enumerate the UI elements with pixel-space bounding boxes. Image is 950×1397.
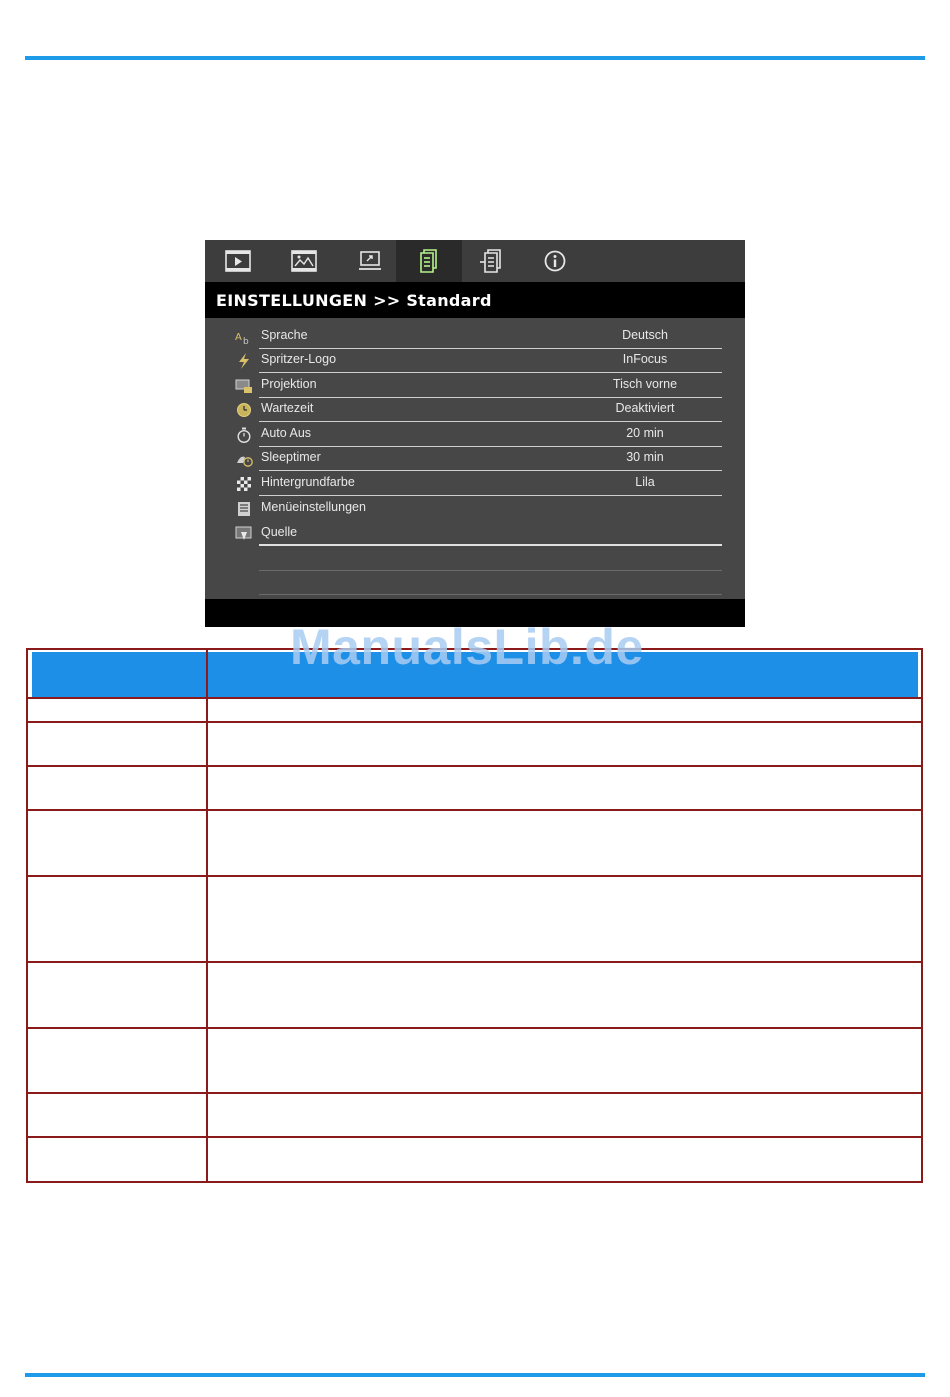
- osd-tab-bar: [205, 240, 745, 282]
- tab-info[interactable]: [522, 240, 588, 282]
- menu-item-label: Hintergrundfarbe: [261, 475, 355, 489]
- row-divider: [259, 421, 722, 422]
- top-rule: [25, 56, 925, 60]
- tab-settings[interactable]: [396, 240, 462, 282]
- menu-item-sleeptimer[interactable]: [235, 447, 722, 471]
- row-divider: [259, 470, 722, 471]
- menu-settings-icon: [235, 501, 253, 517]
- menu-item-label: Spritzer-Logo: [261, 352, 337, 366]
- checkerboard-icon: [235, 476, 253, 492]
- tab-display[interactable]: [337, 240, 403, 282]
- menu-item-quelle[interactable]: [235, 522, 722, 546]
- bottom-rule: [25, 1373, 925, 1377]
- menu-item-menueinstellungen[interactable]: [235, 497, 722, 521]
- sleep-timer-icon: [235, 451, 253, 467]
- menu-item-spritzer-logo[interactable]: [235, 349, 722, 373]
- menu-item-label: Auto Aus: [261, 426, 312, 440]
- table-border: [28, 875, 921, 877]
- settings-document-icon: [417, 248, 441, 274]
- language-icon: [235, 329, 253, 345]
- menu-item-label: Sleeptimer: [261, 450, 321, 464]
- menu-item-label: Quelle: [261, 525, 298, 539]
- table-border: [28, 1181, 921, 1183]
- table-border: [28, 765, 921, 767]
- projection-icon: [235, 378, 253, 394]
- svg-text:b: b: [243, 337, 249, 345]
- menu-item-value: Deutsch: [622, 328, 668, 342]
- table-border: [28, 809, 921, 811]
- row-divider: [259, 372, 722, 373]
- menu-item-auto-aus[interactable]: [235, 423, 722, 447]
- source-icon: [235, 526, 253, 542]
- menu-item-value: 30 min: [626, 450, 664, 464]
- tab-play[interactable]: [205, 240, 271, 282]
- menu-item-projektion[interactable]: [235, 374, 722, 398]
- menu-item-label: Wartezeit: [261, 401, 314, 415]
- menu-item-value: Tisch vorne: [612, 377, 678, 391]
- osd-menu: [205, 240, 745, 627]
- table-border: [28, 721, 921, 723]
- row-divider: [259, 495, 722, 496]
- menu-item-value: Deaktiviert: [615, 401, 675, 415]
- tab-picture[interactable]: [271, 240, 337, 282]
- table-border: [28, 1092, 921, 1094]
- menu-item-value: InFocus: [622, 352, 668, 366]
- watermark: ManualsLib.de: [290, 619, 644, 675]
- menu-item-label: Projektion: [261, 377, 317, 391]
- row-divider: [259, 544, 722, 546]
- description-table: [26, 648, 923, 1183]
- table-border: [28, 697, 921, 699]
- table-column-divider: [206, 648, 208, 1181]
- info-icon: [543, 249, 567, 273]
- menu-item-label: Menüeinstellungen: [261, 500, 366, 514]
- empty-row-divider: [259, 594, 722, 595]
- menu-item-label: Sprache: [261, 328, 308, 342]
- stopwatch-icon: [235, 427, 253, 443]
- table-border: [28, 1027, 921, 1029]
- menu-item-sprache[interactable]: [235, 325, 722, 349]
- svg-text:A: A: [235, 332, 242, 343]
- timeout-icon: [235, 402, 253, 418]
- table-border: [28, 961, 921, 963]
- table-border: [28, 1136, 921, 1138]
- menu-item-value: 20 min: [626, 426, 664, 440]
- advanced-settings-icon: [478, 248, 506, 274]
- display-icon: [357, 250, 383, 272]
- osd-title-bar: [205, 282, 745, 318]
- menu-item-wartezeit[interactable]: [235, 398, 722, 422]
- menu-item-value: Lila: [635, 475, 655, 489]
- menu-item-hintergrundfarbe[interactable]: [235, 472, 722, 496]
- tab-advanced[interactable]: [459, 240, 525, 282]
- picture-icon: [290, 249, 318, 273]
- empty-row-divider: [259, 570, 722, 571]
- lightning-icon: [235, 353, 253, 369]
- play-icon: [224, 249, 252, 273]
- osd-title: EINSTELLUNGEN >> Standard: [216, 291, 492, 310]
